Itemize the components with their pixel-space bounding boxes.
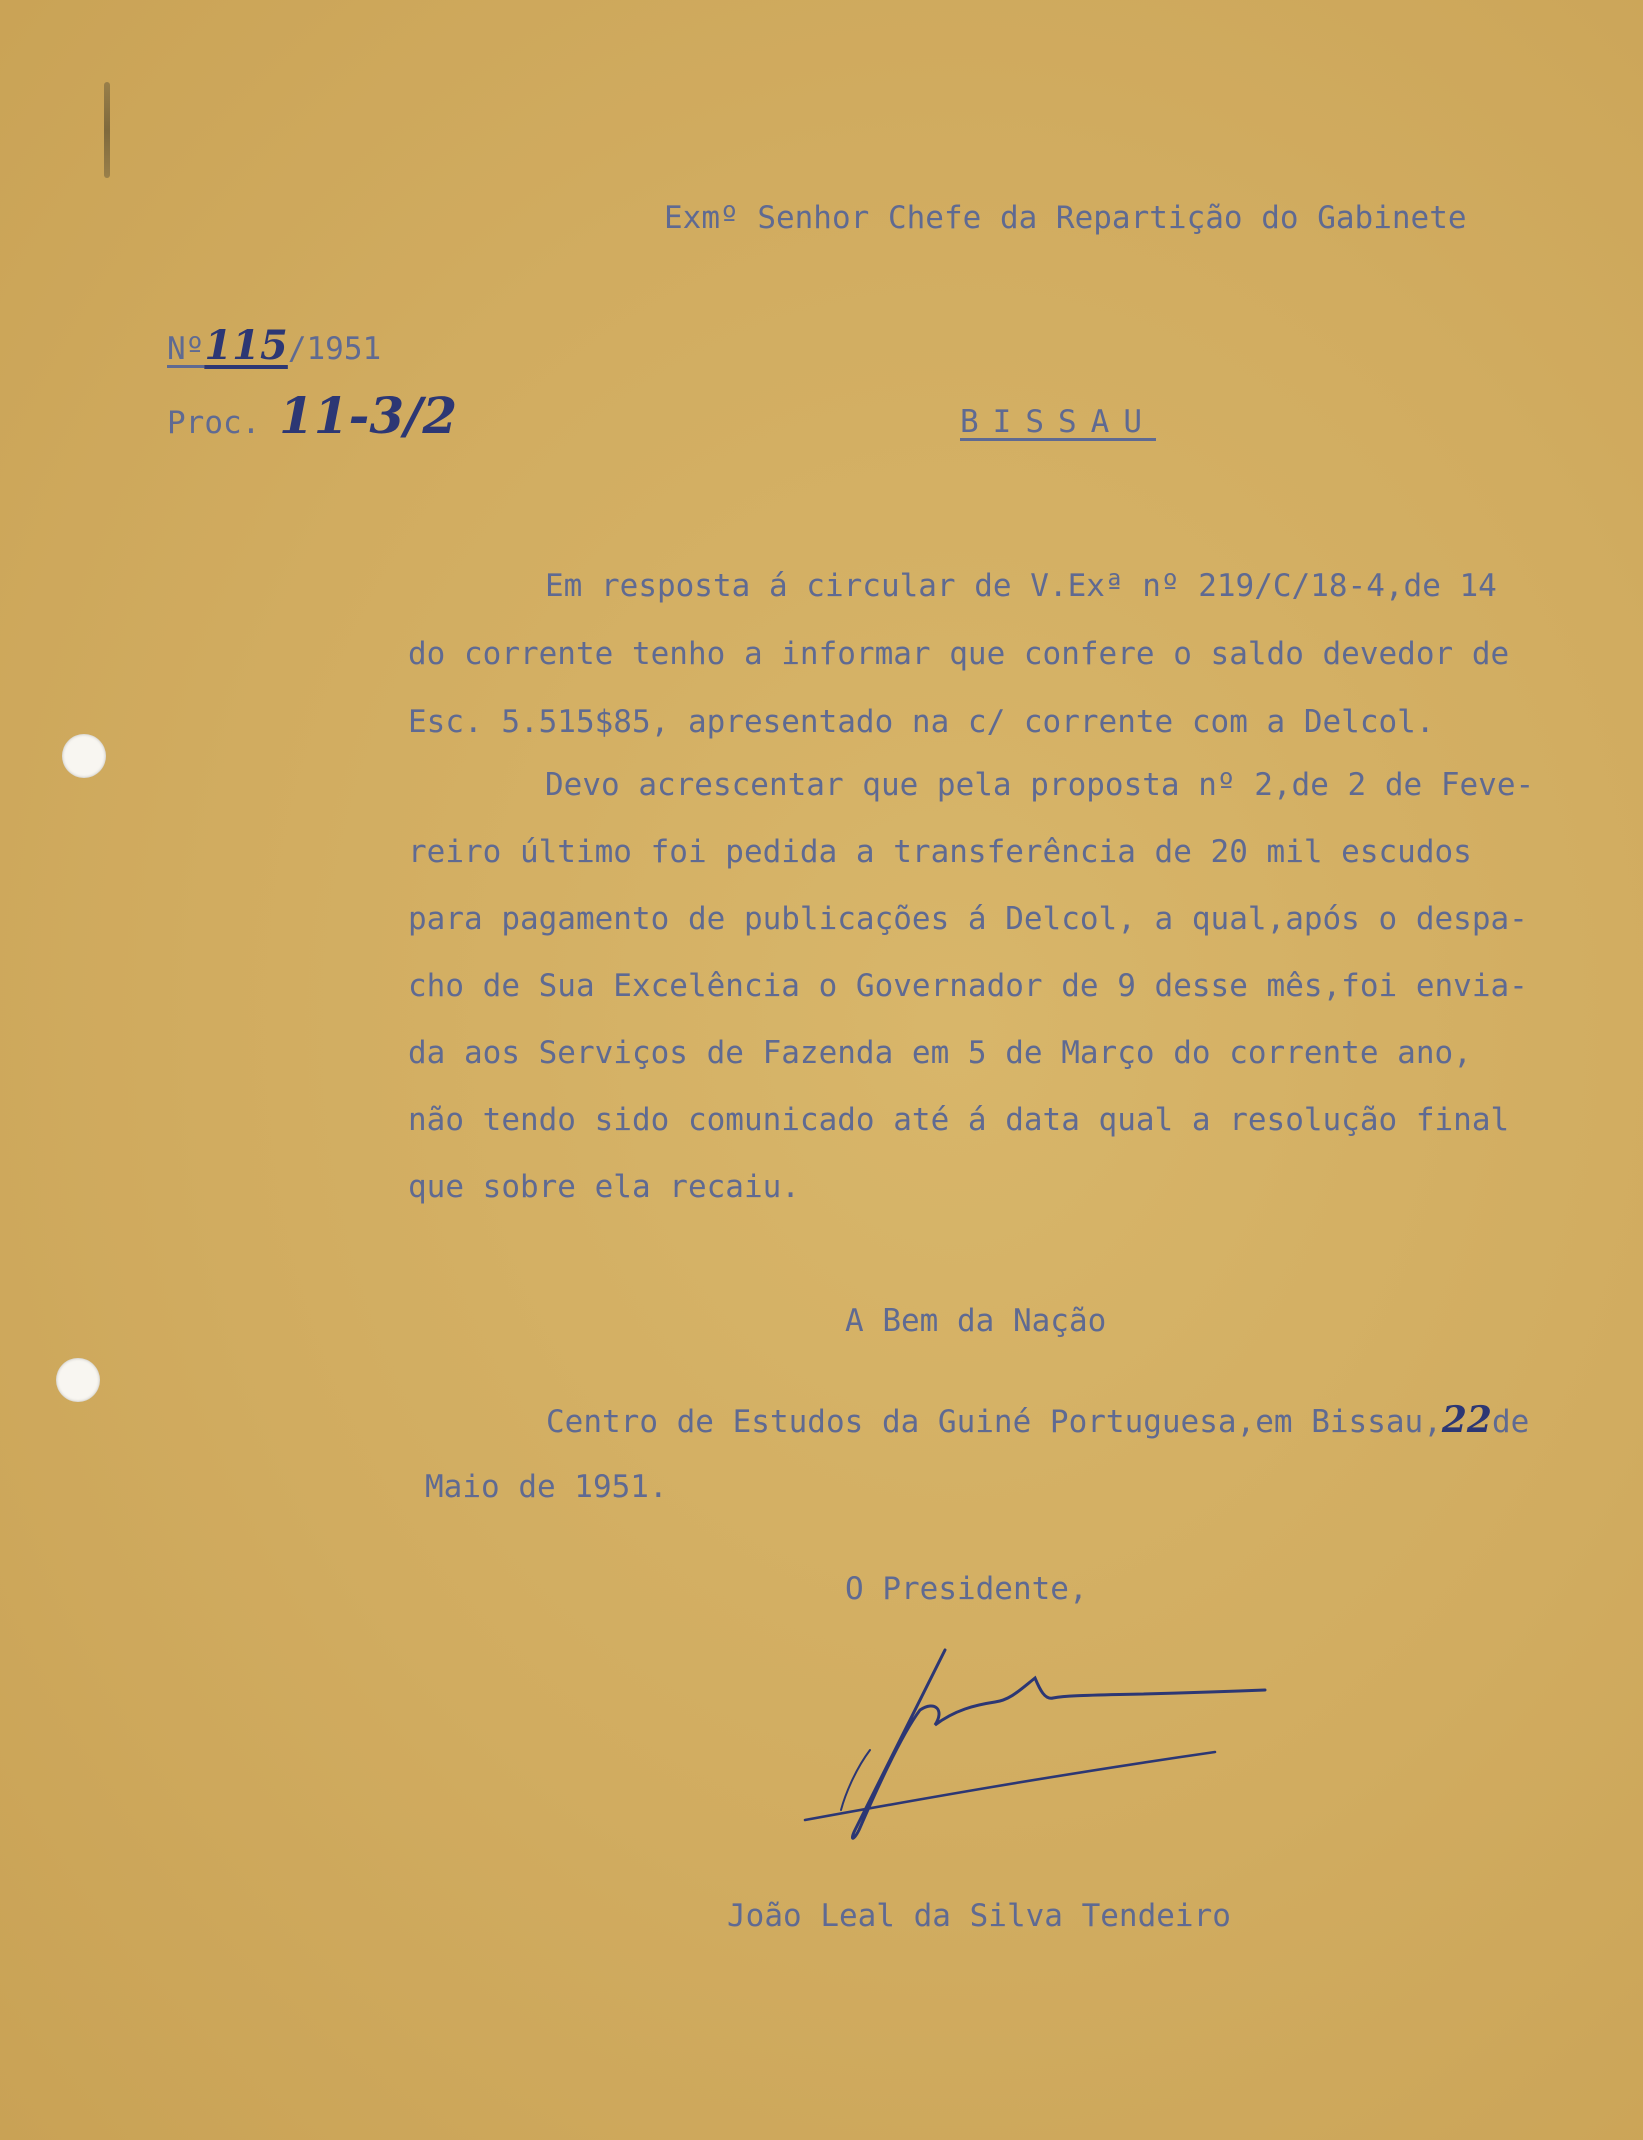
reference-number-handwritten: 115	[204, 322, 288, 369]
body-line-10: que sobre ela recaiu.	[408, 1169, 800, 1205]
place-date-day: 22	[1441, 1399, 1492, 1441]
handwritten-signature	[795, 1630, 1275, 1860]
reference-number-label: Nº	[167, 331, 205, 367]
reference-number	[167, 322, 382, 369]
reference-number-year: /1951	[287, 331, 382, 367]
body-line-3: Esc. 5.515$85, apresentado na c/ corrente com a Delcol.	[408, 704, 1435, 740]
place-date-text: Centro de Estudos da Guiné Portuguesa,em Bissau,	[546, 1404, 1442, 1440]
body-line-1: Em resposta á circular de V.Exª nº 219/C/18-4,de 14	[545, 568, 1497, 604]
body-line-5: reiro último foi pedida a transferência de 20 mil escudos	[408, 834, 1472, 870]
body-line-6: para pagamento de publicações á Delcol, a qual,após o despa-	[408, 901, 1528, 937]
signatory-title: O Presidente,	[845, 1571, 1088, 1607]
proc-handwritten: 11-3/2	[279, 386, 458, 445]
closing-formula: A Bem da Nação	[845, 1303, 1107, 1339]
addressee: Exmº Senhor Chefe da Repartição do Gabinete	[664, 200, 1467, 236]
proc-reference	[167, 386, 458, 445]
signatory-name: João Leal da Silva Tendeiro	[727, 1898, 1231, 1934]
body-line-9: não tendo sido comunicado até á data qual a resolução final	[408, 1102, 1510, 1138]
punch-hole-bottom	[56, 1358, 100, 1402]
body-line-2: do corrente tenho a informar que confere o saldo devedor de	[408, 636, 1510, 672]
body-line-8: da aos Serviços de Fazenda em 5 de Março do corrente ano,	[408, 1035, 1472, 1071]
punch-hole-top	[62, 734, 106, 778]
body-line-4: Devo acrescentar que pela proposta nº 2,de 2 de Feve-	[545, 767, 1535, 803]
staple-mark	[104, 82, 110, 178]
place-date-de: de	[1491, 1404, 1530, 1440]
place-date-line-2: Maio de 1951.	[425, 1469, 668, 1505]
place-heading: BISSAU	[960, 404, 1156, 440]
body-line-7: cho de Sua Excelência o Governador de 9 desse mês,foi envia-	[408, 968, 1528, 1004]
proc-label: Proc.	[167, 405, 261, 441]
place-date-line-1	[546, 1399, 1530, 1441]
